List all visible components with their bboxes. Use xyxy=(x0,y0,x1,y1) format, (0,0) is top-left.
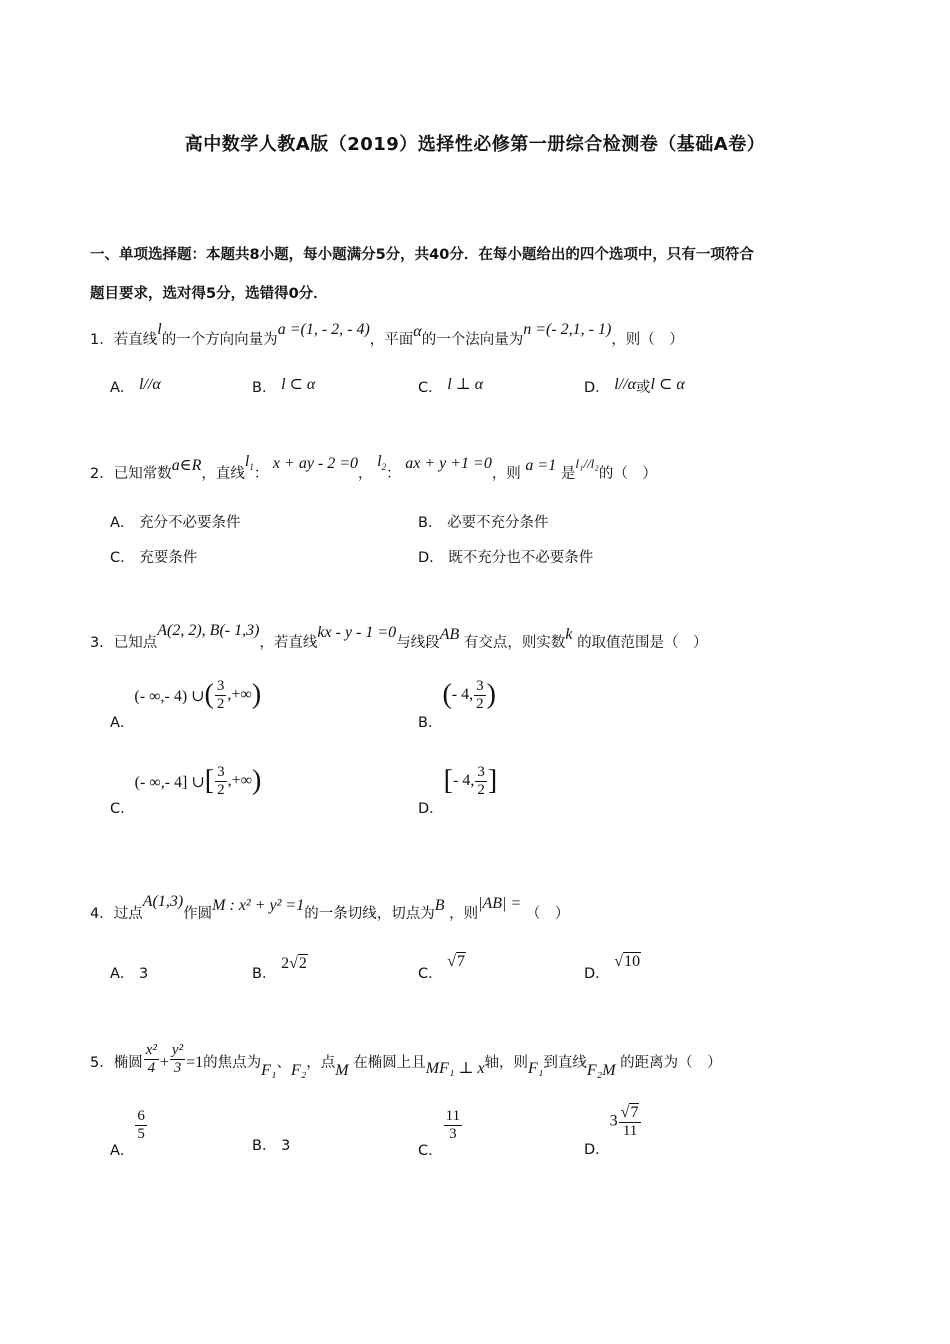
page-title: 高中数学人教A版（2019）选择性必修第一册综合检测卷（基础A卷） xyxy=(184,134,766,155)
vector-n: n =(- 2,1, - 1) xyxy=(523,321,612,338)
question-number: 4． xyxy=(90,906,114,922)
option-2c[interactable]: C． 充要条件 xyxy=(110,550,198,566)
question-4: 4．过点A(1,3)作圆M : x² + y² =1的一条切线，切点为B ，则|AB| = （ ） xyxy=(90,893,570,922)
section-heading-line2: 题目要求，选对得5分，选错得0分． xyxy=(90,286,328,302)
option-3c[interactable]: C．(- ∞,- 4] ∪[ $\frac{3}{2}$ ,+∞) xyxy=(110,764,262,817)
question-5: 5．椭圆 $\frac{\text{x²}}{4}$ + $\frac{\text{y²}}{3}$ =1的焦点为F₁、F₂，点M 在椭圆上且MF₁ ⊥ x轴，则F₁到直线F₂M 的距离为（ ） xyxy=(90,1042,722,1079)
question-number: 2． xyxy=(90,466,114,482)
section-heading-line1: 一、单项选择题：本题共8小题，每小题满分5分，共40分．在每小题给出的四个选项中，只有一项符合 xyxy=(90,247,754,263)
option-3b[interactable]: B．(- 4, $\frac{3}{2}$ ) xyxy=(418,678,496,731)
question-3: 3．已知点A(2, 2), B(- 1,3)，若直线kx - y - 1 =0与线段AB 有交点，则实数k 的取值范围是（ ） xyxy=(90,622,708,651)
question-number: 3． xyxy=(90,635,114,651)
option-4d[interactable]: D． √10 xyxy=(584,953,641,982)
option-4b[interactable]: B． 2√2 xyxy=(252,955,307,982)
question-number: 1． xyxy=(90,332,114,348)
option-5b[interactable]: B． 3 xyxy=(252,1138,291,1154)
option-5a[interactable]: A． $\frac{6}{5}$ xyxy=(110,1108,145,1159)
question-number: 5． xyxy=(90,1055,114,1071)
option-2b[interactable]: B． 必要不充分条件 xyxy=(418,515,549,531)
option-3d[interactable]: D．[- 4, $\frac{3}{2}$ ] xyxy=(418,764,498,817)
option-5c[interactable]: C． $\frac{11}{3}$ xyxy=(418,1108,461,1159)
option-1c[interactable]: C． l ⊥ α xyxy=(418,376,484,396)
option-2a[interactable]: A． 充分不必要条件 xyxy=(110,515,241,531)
option-3a[interactable]: A．(- ∞,- 4) ∪( $\frac{3}{2}$ ,+∞) xyxy=(110,678,262,731)
question-1: 1．若直线l的一个方向向量为a =(1, - 2, - 4)，平面α的一个法向量为n =(- 2,1, - 1)，则（ ） xyxy=(90,321,684,348)
option-4a[interactable]: A． 3 xyxy=(110,966,149,982)
option-1b[interactable]: B． l ⊂ α xyxy=(252,376,316,396)
vector-a: a =(1, - 2, - 4) xyxy=(277,321,370,338)
option-2d[interactable]: D． 既不充分也不必要条件 xyxy=(418,550,594,566)
option-1d[interactable]: D． l//α或l ⊂ α xyxy=(584,376,685,396)
question-2: 2．已知常数a∈R，直线$l_1$： x + ay - 2 =0， $l_2$： ax + y +1 =0，则 a =1 是l₁//l₂的（ ） xyxy=(90,453,657,482)
option-4c[interactable]: C． √7 xyxy=(418,953,466,982)
option-1a[interactable]: A． l//α xyxy=(110,376,161,396)
option-5d[interactable]: D．3 $\frac{√7}{11}$ xyxy=(584,1104,642,1139)
